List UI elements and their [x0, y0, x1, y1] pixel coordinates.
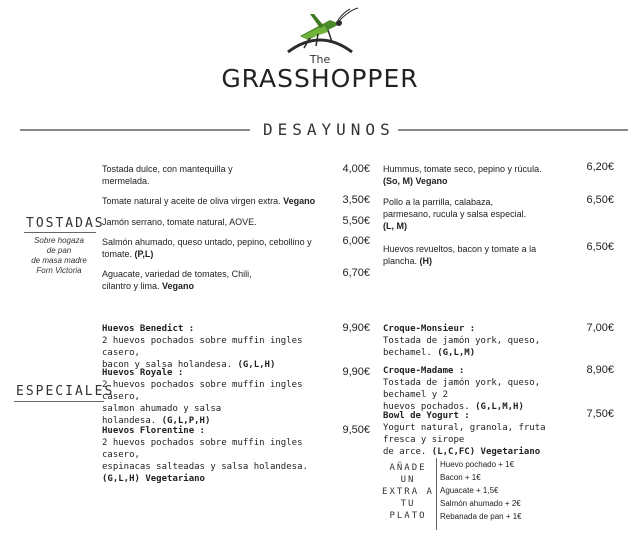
divider-right — [398, 129, 628, 131]
addon-item: Bacon + 1€ — [440, 473, 481, 482]
especiales-title: ESPECIALES — [16, 384, 115, 399]
menu-price: 6,70€ — [342, 267, 370, 279]
grasshopper-logo-icon — [280, 6, 360, 56]
addon-item: Salmón ahumado + 2€ — [440, 499, 521, 508]
menu-price: 9,50€ — [342, 424, 370, 436]
addon-item: Rebanada de pan + 1€ — [440, 512, 522, 521]
brand-the: The — [309, 53, 331, 66]
addons-divider — [436, 458, 437, 530]
addon-item: Aguacate + 1,5€ — [440, 486, 499, 495]
brand-name: GRASSHOPPER — [221, 64, 419, 93]
addons-list — [440, 458, 590, 523]
menu-price: 7,00€ — [586, 322, 614, 334]
addon-item: Huevo pochado + 1€ — [440, 460, 515, 469]
menu-price: 5,50€ — [342, 215, 370, 227]
menu-item: Salmón ahumado, queso untado, pepino, cebollino y tomate. (P,L) — [102, 237, 312, 259]
tostadas-title: TOSTADAS — [26, 216, 105, 231]
menu-price: 7,50€ — [586, 408, 614, 420]
menu-item: Bowl de Yogurt : Yogurt natural, granola, fruta fresca y sirope de arce. (L,C,FC) Vegetariano — [383, 411, 546, 457]
menu-price: 8,90€ — [586, 364, 614, 376]
menu-item: Croque-Monsieur : Tostada de jamón york, queso, bechamel. (G,L,M) — [383, 324, 541, 358]
menu-price: 6,50€ — [586, 241, 614, 253]
menu-item: Jamón serrano, tomate natural, AOVE. — [102, 217, 257, 227]
menu-price: 6,50€ — [586, 194, 614, 206]
menu-item: Huevos Florentine : 2 huevos pochados sobre muffin ingles casero, espinacas salteadas y salsa holandesa. (G,L,H) Vegetariano — [102, 426, 308, 484]
menu-item: Tostada dulce, con mantequilla y mermelada. — [102, 164, 233, 186]
divider-left — [20, 129, 250, 131]
menu-item: Huevos Royale : 2 huevos pochados sobre muffin ingles casero, salmon ahumado y salsa holandesa. (G,L,P,H) — [102, 368, 303, 426]
menu-price: 4,00€ — [342, 163, 370, 175]
menu-item: Tomate natural y aceite de oliva virgen extra. Vegano — [102, 196, 316, 206]
menu-price: 6,00€ — [342, 235, 370, 247]
menu-price: 6,20€ — [586, 161, 614, 173]
menu-item: Huevos revueltos, bacon y tomate a la plancha. (H) — [383, 244, 537, 266]
menu-price: 3,50€ — [342, 194, 370, 206]
menu-item: Huevos Benedict : 2 huevos pochados sobre muffin ingles casero, bacon y salsa holandesa. (G,L,H) — [102, 324, 303, 370]
menu-item: Pollo a la parrilla, calabaza, parmesano, rucula y salsa especial. (L, M) — [383, 197, 527, 231]
menu-item: Hummus, tomate seco, pepino y rúcula. (So, M) Vegano — [383, 164, 542, 186]
section-title: DESAYUNOS — [263, 120, 395, 139]
tostadas-note: Sobre hogaza de pan de masa madre Forn Victoria — [31, 236, 87, 275]
addons-title: AÑADE UN EXTRA A TU PLATO — [382, 463, 434, 521]
menu-price: 9,90€ — [342, 322, 370, 334]
tostadas-underline — [24, 232, 96, 233]
menu-item: Aguacate, variedad de tomates, Chili, cilantro y lima. Vegano — [102, 269, 252, 291]
menu-item: Croque-Madame : Tostada de jamón york, queso, bechamel y 2 huevos pochados. (G,L,M,H) — [383, 366, 541, 412]
menu-price: 9,90€ — [342, 366, 370, 378]
especiales-underline — [14, 401, 104, 402]
